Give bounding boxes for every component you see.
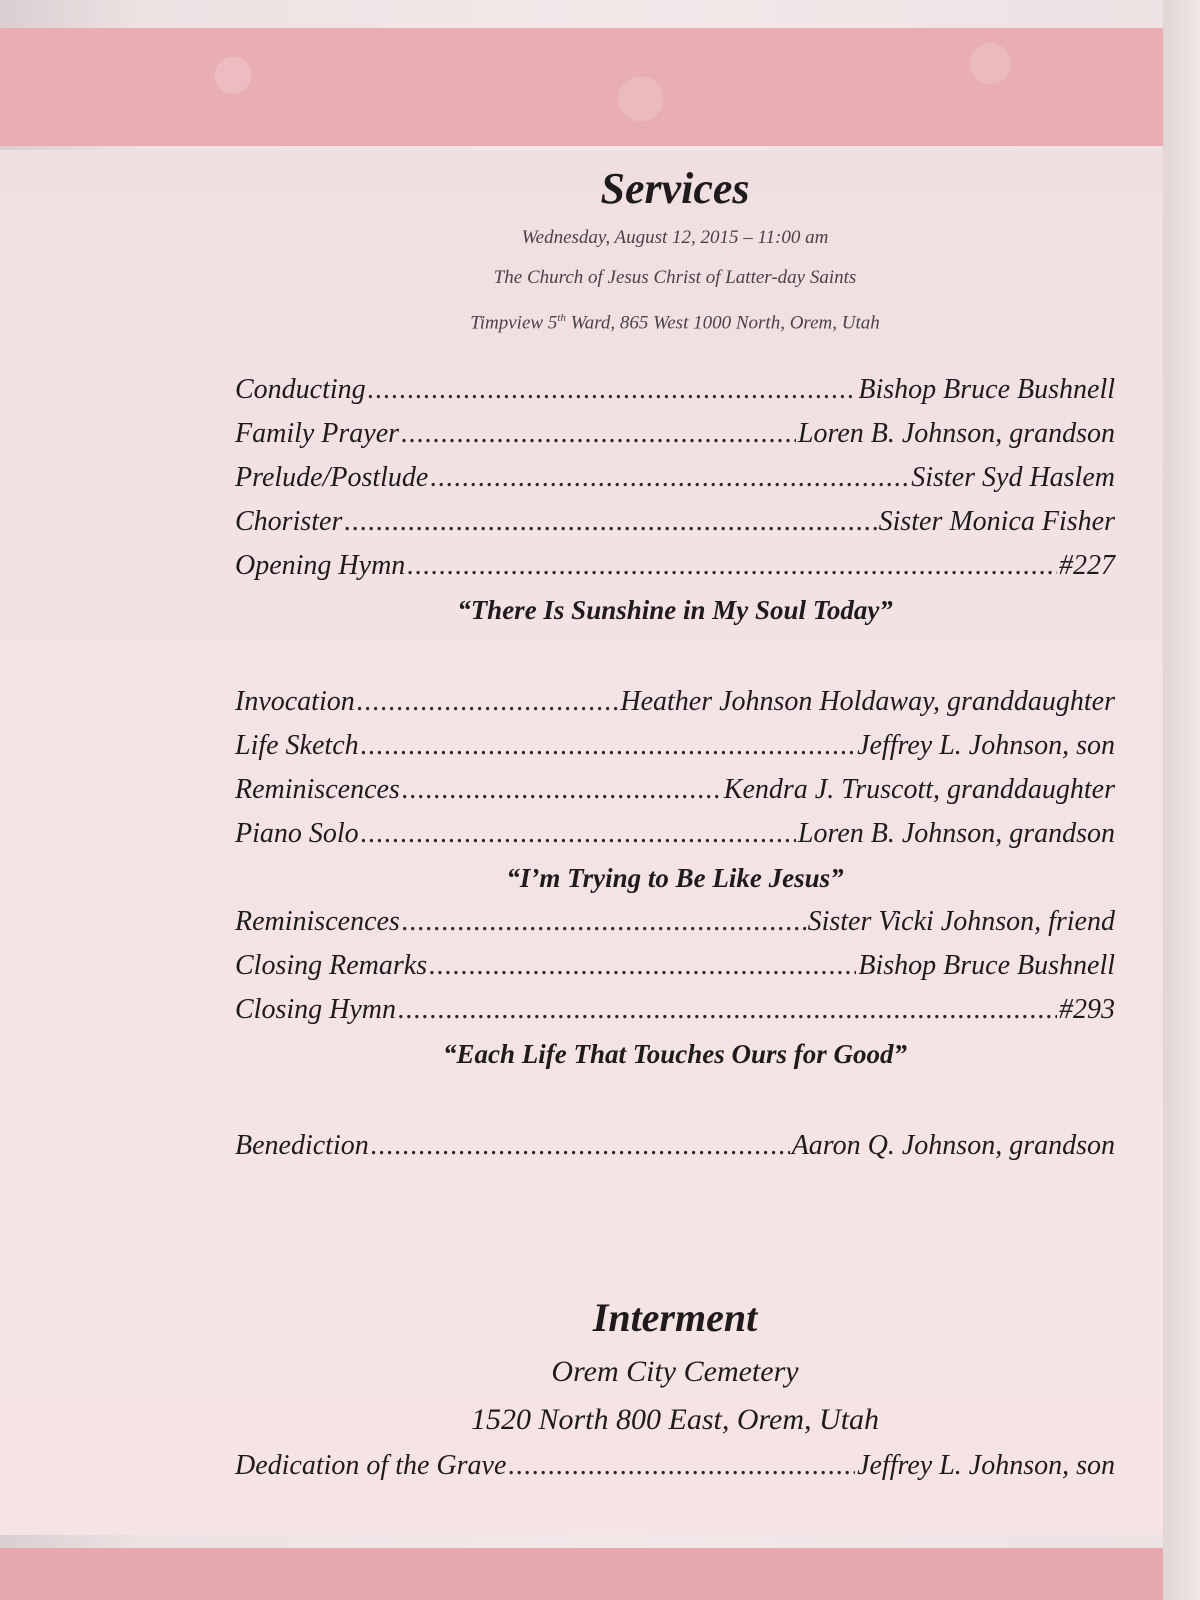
opening-hymn-title: “There Is Sunshine in My Soul Today” [457, 595, 893, 625]
program-row-family-prayer [235, 412, 1115, 456]
program-row-dedication [235, 1444, 1115, 1488]
leader-dots [430, 456, 909, 500]
program-row-opening-hymn [235, 544, 1115, 588]
row-value: Heather Johnson Holdaway, granddaughter [620, 686, 1115, 717]
services-title: Services [600, 164, 750, 213]
row-value: Bishop Bruce Bushnell [858, 374, 1115, 405]
program-row-invocation [235, 680, 1115, 724]
row-label: Invocation [235, 686, 355, 717]
program-row-reminiscences-2 [235, 900, 1115, 944]
leader-dots [361, 724, 855, 768]
row-label: Dedication of the Grave [235, 1450, 507, 1481]
program-row-prelude [235, 456, 1115, 500]
row-value: Sister Monica Fisher [878, 506, 1115, 537]
row-value: Jeffrey L. Johnson, son [857, 1450, 1115, 1481]
row-value: Loren B. Johnson, grandson [797, 818, 1115, 849]
closing-hymn-title: “Each Life That Touches Ours for Good” [442, 1039, 908, 1069]
row-label: Family Prayer [235, 418, 400, 449]
row-value: Loren B. Johnson, grandson [797, 418, 1115, 449]
row-label: Reminiscences [235, 906, 400, 937]
leader-dots [344, 500, 876, 544]
row-value: Bishop Bruce Bushnell [858, 950, 1115, 981]
leader-dots [402, 768, 722, 812]
top-decorative-band [0, 28, 1165, 146]
row-value: #227 [1059, 550, 1115, 581]
row-label: Benediction [235, 1130, 369, 1161]
interment-title: Interment [592, 1295, 758, 1340]
row-label: Reminiscences [235, 774, 400, 805]
leader-dots [361, 812, 796, 856]
leader-dots [508, 1444, 855, 1488]
piano-solo-title: “I’m Trying to Be Like Jesus” [506, 863, 844, 893]
row-value: Sister Vicki Johnson, friend [807, 906, 1115, 937]
interment-address: 1520 North 800 East, Orem, Utah [470, 1403, 880, 1436]
row-value: Jeffrey L. Johnson, son [857, 730, 1115, 761]
leader-dots [402, 900, 806, 944]
row-label: Closing Remarks [235, 950, 428, 981]
program-row-chorister [235, 500, 1115, 544]
row-label: Prelude/Postlude [235, 462, 429, 493]
leader-dots [357, 680, 619, 724]
program-row-closing-remarks [235, 944, 1115, 988]
ward-address: Timpview 5th Ward, 865 West 1000 North, Orem, Utah [470, 312, 880, 334]
row-label: Closing Hymn [235, 994, 396, 1025]
leader-dots [368, 368, 857, 412]
service-date-time: Wednesday, August 12, 2015 – 11:00 am [521, 227, 829, 248]
row-value: Sister Syd Haslem [911, 462, 1115, 493]
program-row-conducting [235, 368, 1115, 412]
row-value: Kendra J. Truscott, granddaughter [723, 774, 1115, 805]
row-label: Conducting [235, 374, 366, 405]
row-label: Opening Hymn [235, 550, 406, 581]
row-value: #293 [1059, 994, 1115, 1025]
leader-dots [371, 1124, 790, 1168]
leader-dots [398, 988, 1057, 1032]
program-content [235, 160, 1115, 1488]
program-row-reminiscences-1 [235, 768, 1115, 812]
program-row-life-sketch [235, 724, 1115, 768]
church-name: The Church of Jesus Christ of Latter-day Saints [493, 267, 857, 288]
row-value: Aaron Q. Johnson, grandson [791, 1130, 1115, 1161]
row-label: Chorister [235, 506, 343, 537]
program-row-benediction [235, 1124, 1115, 1168]
leader-dots [429, 944, 856, 988]
row-label: Life Sketch [235, 730, 359, 761]
leader-dots [401, 412, 796, 456]
row-label: Piano Solo [235, 818, 359, 849]
leader-dots [407, 544, 1057, 588]
program-row-piano-solo [235, 812, 1115, 856]
interment-place: Orem City Cemetery [551, 1355, 799, 1388]
bottom-decorative-band [0, 1548, 1200, 1600]
page-fold [1163, 0, 1200, 1600]
program-row-closing-hymn [235, 988, 1115, 1032]
